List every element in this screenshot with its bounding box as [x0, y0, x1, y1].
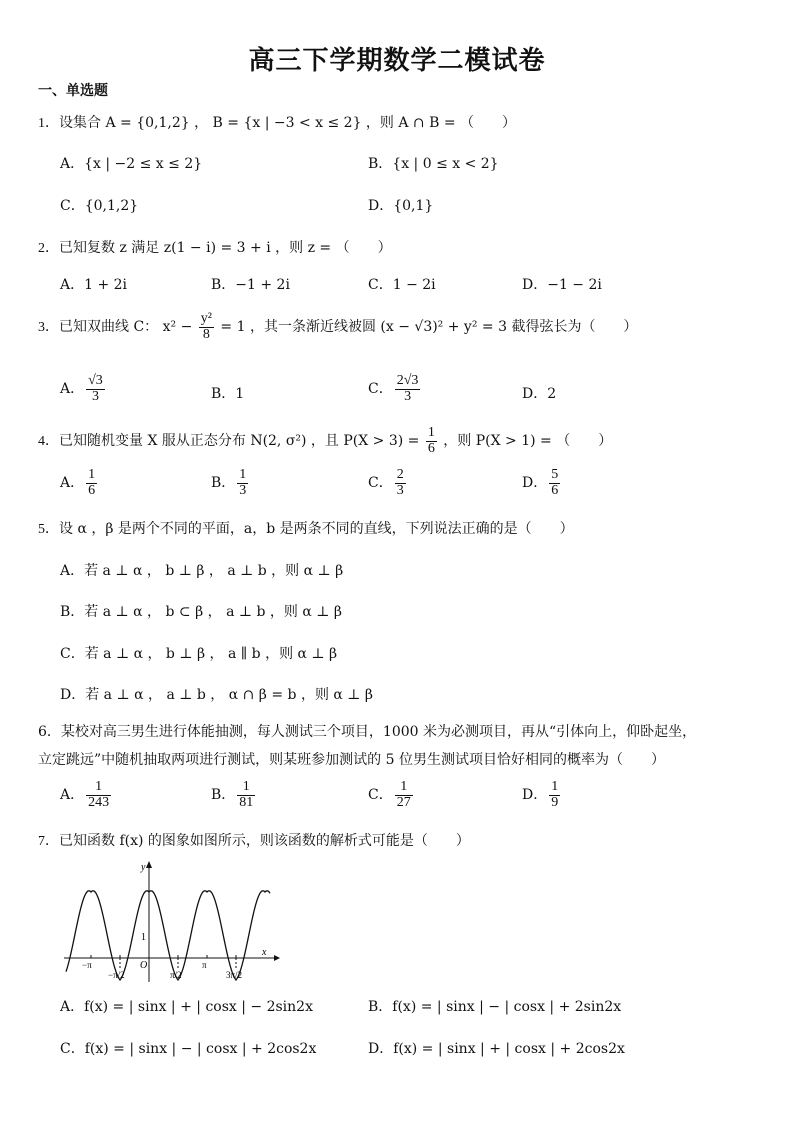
section-heading: 一、单选题: [38, 83, 108, 99]
question-5-option-c: C．若 a ⊥ α ， b ⊥ β ， a ∥ b ，则 α ⊥ β: [60, 646, 338, 662]
question-7-option-c: C．f(x) = | sinx | − | cosx | + 2cos2x: [60, 1041, 317, 1057]
question-6-stem: 6．某校对高三男生进行体能抽测，每人测试三个项目，1000 米为必测项目，再从“引体向上，仰卧起坐， 立定跳远”中随机抽取两项进行测试，则某班参加测试的 5 位男生测试项目恰好相同的概率为（ ）: [38, 724, 697, 768]
question-7-option-b: B．f(x) = | sinx | − | cosx | + 2sin2x: [368, 999, 622, 1015]
question-3-fraction: $\frac{\text{y²}}{8}$: [200, 311, 212, 342]
question-4-option-a: A． $\frac{1}{6}$: [60, 467, 96, 498]
function-graph: [62, 858, 282, 986]
question-7-option-d: D．f(x) = | sinx | + | cosx | + 2cos2x: [368, 1041, 625, 1057]
question-1-option-c: C．{0,1,2}: [60, 198, 139, 214]
question-6-option-b: B． $\frac{1}{81}$: [211, 779, 254, 810]
question-2-stem: 2．已知复数 z 满足 z(1 − i) = 3 + i ，则 z = （ ）: [38, 240, 392, 256]
question-4-option-c: C． $\frac{2}{3}$: [368, 467, 404, 498]
y-one-label: 1: [141, 932, 146, 943]
tick-label-pi: π: [202, 960, 207, 970]
x-axis-label: x: [262, 947, 267, 958]
tick-label-half-pi: π/2: [170, 970, 182, 980]
question-7-option-a: A．f(x) = | sinx | + | cosx | − 2sin2x: [60, 999, 313, 1015]
y-axis-arrow: [146, 861, 152, 868]
question-3-option-d: D．2: [522, 386, 557, 402]
question-6-option-a: A． $\frac{1}{243}$: [60, 779, 110, 810]
question-6-option-d: D． $\frac{1}{9}$: [522, 779, 559, 810]
question-7-stem: 7．已知函数 f(x) 的图象如图所示，则该函数的解析式可能是（ ）: [38, 833, 470, 849]
question-4-option-d: D． $\frac{5}{6}$: [522, 467, 559, 498]
question-1-option-a: A．{x | −2 ≤ x ≤ 2}: [60, 156, 203, 172]
question-4-stem: 4．已知随机变量 X 服从正态分布 N(2, σ²) ，且 P(X > 3) = $\frac{1}{6}$ ，则 P(X > 1) = （ ）: [38, 425, 613, 456]
exam-title: 高三下学期数学二模试卷: [248, 46, 546, 76]
question-2-option-d: D．−1 − 2i: [522, 277, 602, 293]
tick-label-neg-half-pi: −π/2: [108, 970, 125, 980]
question-1-option-d: D．{0,1}: [368, 198, 434, 214]
y-axis-label: y: [141, 862, 146, 873]
question-5-option-d: D．若 a ⊥ α ， a ⊥ b ， α ∩ β = b ，则 α ⊥ β: [60, 687, 374, 703]
tick-label-neg-pi: −π: [82, 960, 92, 970]
question-2-option-b: B．−1 + 2i: [211, 277, 290, 293]
question-6-option-c: C． $\frac{1}{27}$: [368, 779, 411, 810]
function-curve: [66, 891, 270, 980]
tick-label-three-half-pi: 3π/2: [226, 970, 243, 980]
question-5-option-b: B．若 a ⊥ α ， b ⊂ β ， a ⊥ b ，则 α ⊥ β: [60, 604, 342, 620]
question-3-stem: 3．已知双曲线 C： x² − $\frac{\text{y²}}{8}$ = 1 ，其一条渐近线被圆 (x − √3)² + y² = 3 截得弦长为（ ）: [38, 311, 638, 342]
question-4-option-b: B． $\frac{1}{3}$: [211, 467, 247, 498]
origin-label: O: [140, 960, 148, 971]
question-1-stem: 1．设集合 A = {0,1,2} ， B = {x | −3 < x ≤ 2} ，则 A ∩ B = （ ）: [38, 115, 517, 131]
x-axis-arrow: [274, 955, 280, 961]
question-1-option-b: B．{x | 0 ≤ x < 2}: [368, 156, 499, 172]
question-3-option-b: B．1: [211, 386, 245, 402]
question-2-option-c: C．1 − 2i: [368, 277, 436, 293]
question-5-option-a: A．若 a ⊥ α ， b ⊥ β ， a ⊥ b ，则 α ⊥ β: [60, 563, 344, 579]
question-5-stem: 5．设 α ，β 是两个不同的平面，a，b 是两条不同的直线，下列说法正确的是（ ）: [38, 521, 574, 537]
question-2-option-a: A．1 + 2i: [60, 277, 128, 293]
question-3-option-c: C． $\frac{2√3}{3}$: [368, 373, 419, 404]
question-3-option-a: A． $\frac{√3}{3}$: [60, 373, 103, 404]
